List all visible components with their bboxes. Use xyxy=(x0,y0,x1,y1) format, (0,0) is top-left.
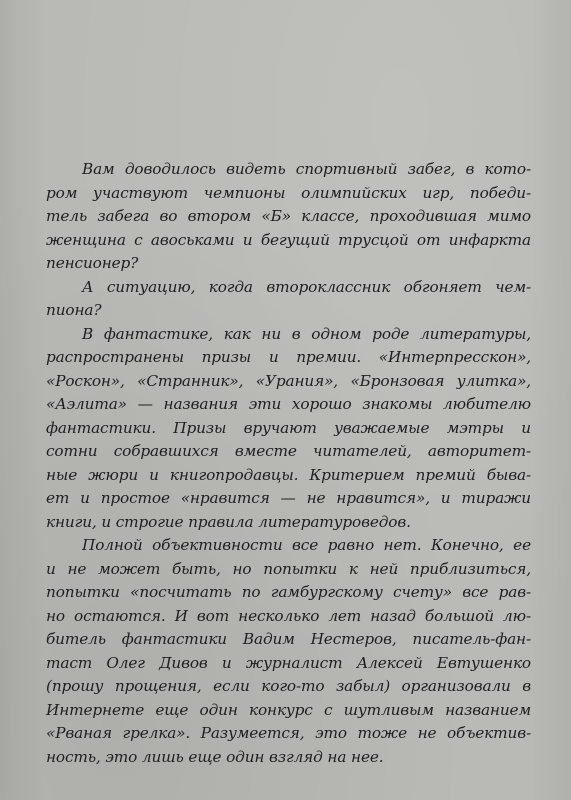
text-line: «Рваная грелка». Разумеется, это тоже не объектив- xyxy=(46,724,531,742)
page-text xyxy=(46,158,531,769)
text-line: ные жюри и книгопродавцы. Критерием премий быва- xyxy=(46,465,531,484)
text-line: Интернете еще один конкурс с шутливым названием xyxy=(46,700,531,719)
text-line: А ситуацию, когда второклассник обгоняет чем- xyxy=(82,277,531,296)
text-line: пенсионер? xyxy=(46,254,139,272)
paragraph-2 xyxy=(46,276,531,323)
text-line: ность, это лишь еще один взгляд на нее. xyxy=(46,747,384,766)
paragraph-3 xyxy=(46,323,531,535)
text-line: ром участвуют чемпионы олимпийских игр, победи- xyxy=(46,183,531,202)
paragraph-4 xyxy=(46,534,531,769)
text-line: «Аэлита» — названия эти хорошо знакомы любителю xyxy=(46,395,531,413)
text-line: пиона? xyxy=(46,301,102,319)
text-line: женщина с авоськами и бегущий трусцой от инфаркта xyxy=(46,230,531,249)
text-line: таст Олег Дивов и журналист Алексей Евтушенко xyxy=(46,653,531,672)
text-line: «Роскон», «Странник», «Урания», «Бронзовая улитка», xyxy=(46,371,531,390)
text-line: сотни собравшихся вместе читателей, авторитет- xyxy=(46,442,531,460)
text-line: но остаются. И вот несколько лет назад большой лю- xyxy=(46,606,531,625)
text-line: битель фантастики Вадим Нестеров, писатель-фан- xyxy=(46,630,531,648)
text-line: и не может быть, но попытки к ней приблизиться, xyxy=(46,559,531,578)
text-line: фантастики. Призы вручают уважаемые мэтры и xyxy=(46,418,531,437)
text-line: попытки «посчитать по гамбургскому счету» все рав- xyxy=(46,583,531,601)
text-line: книги, и строгие правила литературоведов. xyxy=(46,512,411,531)
text-line: Полной объективности все равно нет. Конечно, ее xyxy=(82,536,531,554)
text-line: Вам доводилось видеть спортивный забег, в кото- xyxy=(82,160,531,178)
text-line: В фантастике, как ни в одном роде литературы, xyxy=(82,324,531,343)
text-line: (прошу прощения, если кого-то забыл) организовали в xyxy=(46,677,531,695)
paragraph-1 xyxy=(46,158,531,276)
text-line: распространены призы и премии. «Интерпресскон», xyxy=(46,348,531,366)
text-line: тель забега во втором «Б» классе, проходившая мимо xyxy=(46,207,531,225)
text-line: ет и простое «нравится — не нравится», и тиражи xyxy=(46,489,531,507)
